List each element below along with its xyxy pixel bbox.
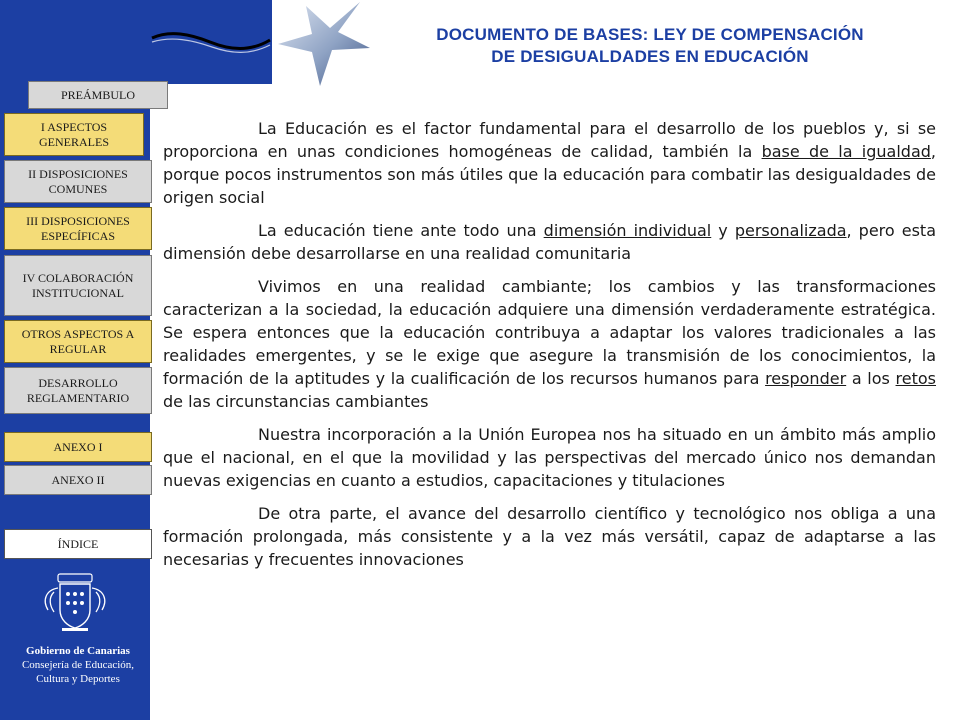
nav-disposiciones-comunes-button[interactable]: II DISPOSICIONES COMUNES — [4, 160, 152, 203]
title-line-1: DOCUMENTO DE BASES: LEY DE COMPENSACIÓN — [436, 25, 864, 44]
paragraph-3: Vivimos en una realidad cambiante; los cambios y las transformaciones caracterizan a la sociedad, la educación adquiere una dimensión verdaderamente estratégica. Se espera entonces que la educación contribuya a adaptar los valores tradicionales a las realidades emergentes, y se le exige que asegure la transmisión de los conocimientos, la formación de la aptitudes y la cualificación de los recursos humanos para responder a los retos de las circunstancias cambiantes — [163, 277, 937, 411]
nav-disposiciones-especificas-button[interactable]: III DISPOSICIONES ESPECÍFICAS — [4, 207, 152, 250]
paragraph-5: De otra parte, el avance del desarrollo científico y tecnológico nos obliga a una formación prolongada, más consistente y a la vez más versátil, capaz de adaptarse a las necesarias y frecuentes innovaciones — [163, 504, 936, 569]
underlined-term: retos — [895, 369, 937, 388]
underlined-term: responder — [765, 369, 847, 388]
government-signature — [8, 644, 148, 686]
department-line-1: Consejería de Educación, — [21, 659, 135, 671]
government-name: Gobierno de Canarias — [26, 645, 130, 657]
nav-indice-button[interactable]: ÍNDICE — [4, 529, 152, 559]
nav-otros-aspectos-button[interactable]: OTROS ASPECTOS A REGULAR — [4, 320, 152, 363]
canarias-crest-icon — [28, 570, 123, 635]
nav-aspectos-generales-button[interactable]: I ASPECTOS GENERALES — [4, 113, 144, 156]
underlined-term: personalizada — [734, 221, 847, 240]
paragraph-2: La educación tiene ante todo una dimensión individual y personalizada, pero esta dimensión debe desarrollarse en una realidad comunitaria — [163, 221, 936, 263]
page-title — [375, 24, 925, 68]
nav-anexo-2-button[interactable]: ANEXO II — [4, 465, 152, 495]
title-line-2: DE DESIGUALDADES EN EDUCACIÓN — [491, 47, 809, 66]
nav-preambulo-button[interactable]: PREÁMBULO — [28, 81, 168, 109]
paragraph-4: Nuestra incorporación a la Unión Europea nos ha situado en un ámbito más amplio que el nacional, en el que la movilidad y las perspectivas del mercado único nos demandan nuevas exigencias en cuanto a estudios, capacitaciones y titulaciones — [163, 425, 936, 490]
document-body — [163, 117, 936, 581]
paragraph-1: La Educación es el factor fundamental para el desarrollo de los pueblos y, si se proporciona en unas condiciones homogéneas de calidad, también la base de la igualdad, porque pocos instrumentos son más útiles que la educación para combatir las desigualdades de origen social — [163, 119, 937, 207]
nav-desarrollo-reglamentario-button[interactable]: DESARROLLO REGLAMENTARIO — [4, 367, 152, 414]
nav-anexo-1-button[interactable]: ANEXO I — [4, 432, 152, 462]
department-line-2: Cultura y Deportes — [36, 673, 120, 685]
underlined-term: base de la igualdad — [761, 142, 931, 161]
underlined-term: dimensión individual — [543, 221, 712, 240]
wave-logo-icon — [150, 0, 272, 84]
nav-colaboracion-institucional-button[interactable]: IV COLABORACIÓN INSTITUCIONAL — [4, 255, 152, 316]
star-icon — [272, 0, 382, 90]
